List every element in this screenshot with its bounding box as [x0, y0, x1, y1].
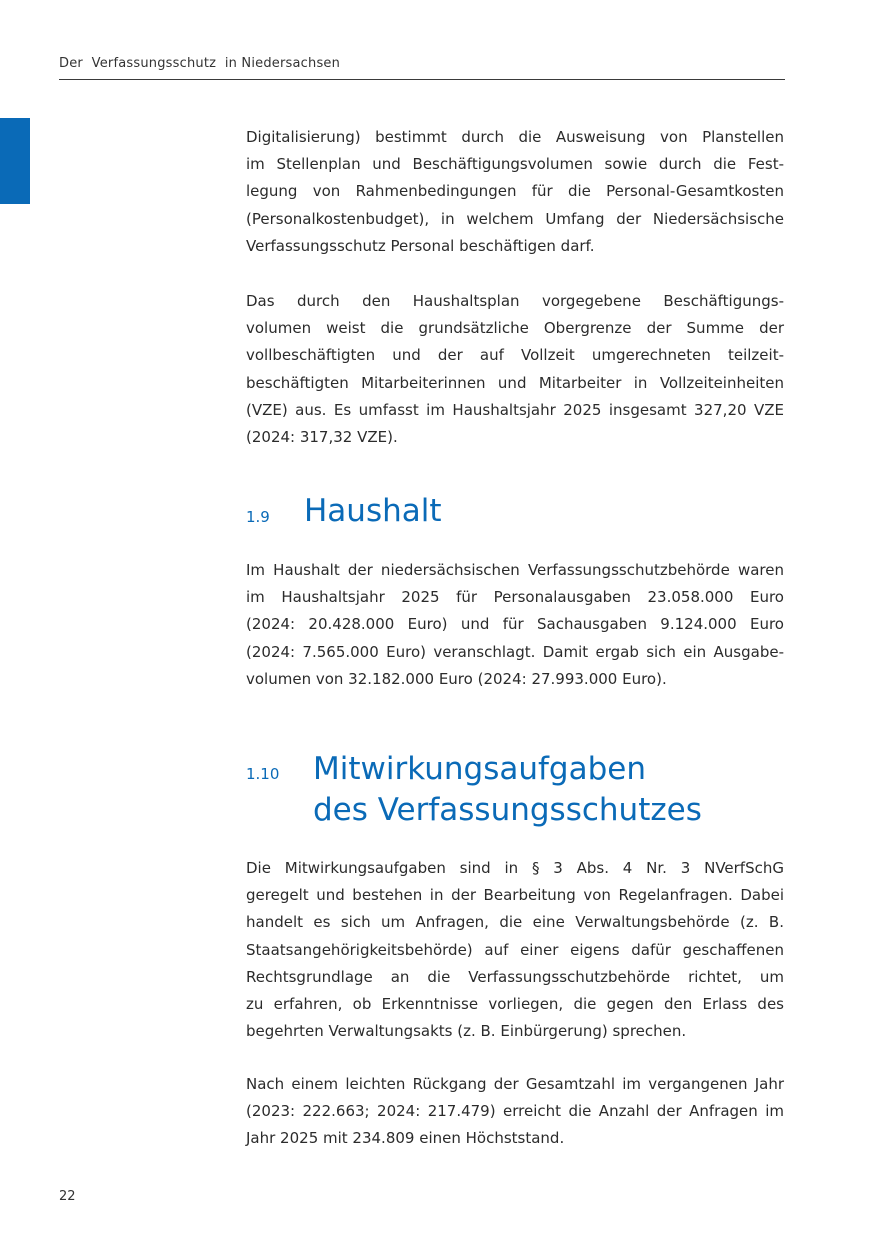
text-line: beschäftigten Mitarbeiterinnen und Mitarbeiter in Vollzeiteinheiten	[246, 373, 784, 392]
text-line: geregelt und bestehen in der Bearbeitung von Regelanfragen. Dabei	[246, 886, 784, 905]
text-line: vollbeschäftigten und der auf Vollzeit umgerechneten teilzeit-	[246, 346, 784, 365]
text-line: Rechtsgrundlage an die Verfassungsschutzbehörde richtet, um	[246, 967, 784, 986]
section-title-haushalt: Haushalt	[304, 493, 442, 529]
running-header: Der Verfassungsschutz in Niedersachsen	[59, 56, 341, 71]
text-line: im Haushaltsjahr 2025 für Personalausgaben 23.058.000 Euro	[246, 588, 784, 607]
paragraph-request-count	[246, 1071, 784, 1153]
paragraph-cooperation-tasks	[246, 855, 784, 1045]
paragraph-employment-volume	[246, 288, 784, 451]
section-number-mitwirkung: 1.10	[246, 765, 280, 783]
text-line: legung von Rahmenbedingungen für die Personal-Gesamtkosten	[246, 182, 784, 201]
paragraph-staffing-budget	[246, 124, 784, 260]
text-line: Die Mitwirkungsaufgaben sind in § 3 Abs. 4 Nr. 3 NVerfSchG	[246, 859, 784, 877]
text-line: Verfassungsschutz Personal beschäftigen darf.	[246, 236, 595, 255]
text-line: zu erfahren, ob Erkenntnisse vorliegen, die gegen den Erlass des	[246, 995, 784, 1014]
page-number: 22	[59, 1189, 76, 1204]
text-line: Im Haushalt der niedersächsischen Verfassungsschutzbehörde waren	[246, 561, 784, 579]
text-line: (2024: 7.565.000 Euro) veranschlagt. Damit ergab sich ein Ausgabe-	[246, 642, 784, 661]
text-line: volumen von 32.182.000 Euro (2024: 27.993.000 Euro).	[246, 669, 667, 688]
text-line: im Stellenplan und Beschäftigungsvolumen sowie durch die Fest-	[246, 155, 784, 174]
header-divider	[59, 79, 785, 80]
text-line: volumen weist die grundsätzliche Obergrenze der Summe der	[246, 319, 784, 338]
text-line: begehrten Verwaltungsakts (z. B. Einbürgerung) sprechen.	[246, 1022, 687, 1041]
text-line: Staatsangehörigkeitsbehörde) auf einer eigens dafür geschaffenen	[246, 940, 784, 959]
text-line: (2024: 317,32 VZE).	[246, 428, 398, 447]
section-title-mitwirkung-line1: Mitwirkungsaufgaben	[313, 751, 646, 787]
text-line: handelt es sich um Anfragen, die eine Verwaltungsbehörde (z. B.	[246, 913, 784, 932]
text-line: Das durch den Haushaltsplan vorgegebene Beschäftigungs-	[246, 292, 784, 310]
paragraph-budget	[246, 557, 784, 693]
section-title-mitwirkung-line2: des Verfassungsschutzes	[313, 792, 702, 828]
text-line: (Personalkostenbudget), in welchem Umfang der Niedersächsische	[246, 209, 784, 228]
section-number-haushalt: 1.9	[246, 508, 270, 526]
chapter-tab-marker	[0, 118, 30, 204]
text-line: Jahr 2025 mit 234.809 einen Höchststand.	[246, 1129, 565, 1148]
text-line: (2024: 20.428.000 Euro) und für Sachausgaben 9.124.000 Euro	[246, 615, 784, 634]
text-line: Digitalisierung) bestimmt durch die Ausweisung von Planstellen	[246, 128, 784, 146]
text-line: (VZE) aus. Es umfasst im Haushaltsjahr 2025 insgesamt 327,20 VZE	[246, 400, 784, 419]
text-line: Nach einem leichten Rückgang der Gesamtzahl im vergangenen Jahr	[246, 1075, 784, 1093]
text-line: (2023: 222.663; 2024: 217.479) erreicht die Anzahl der Anfragen im	[246, 1102, 784, 1121]
